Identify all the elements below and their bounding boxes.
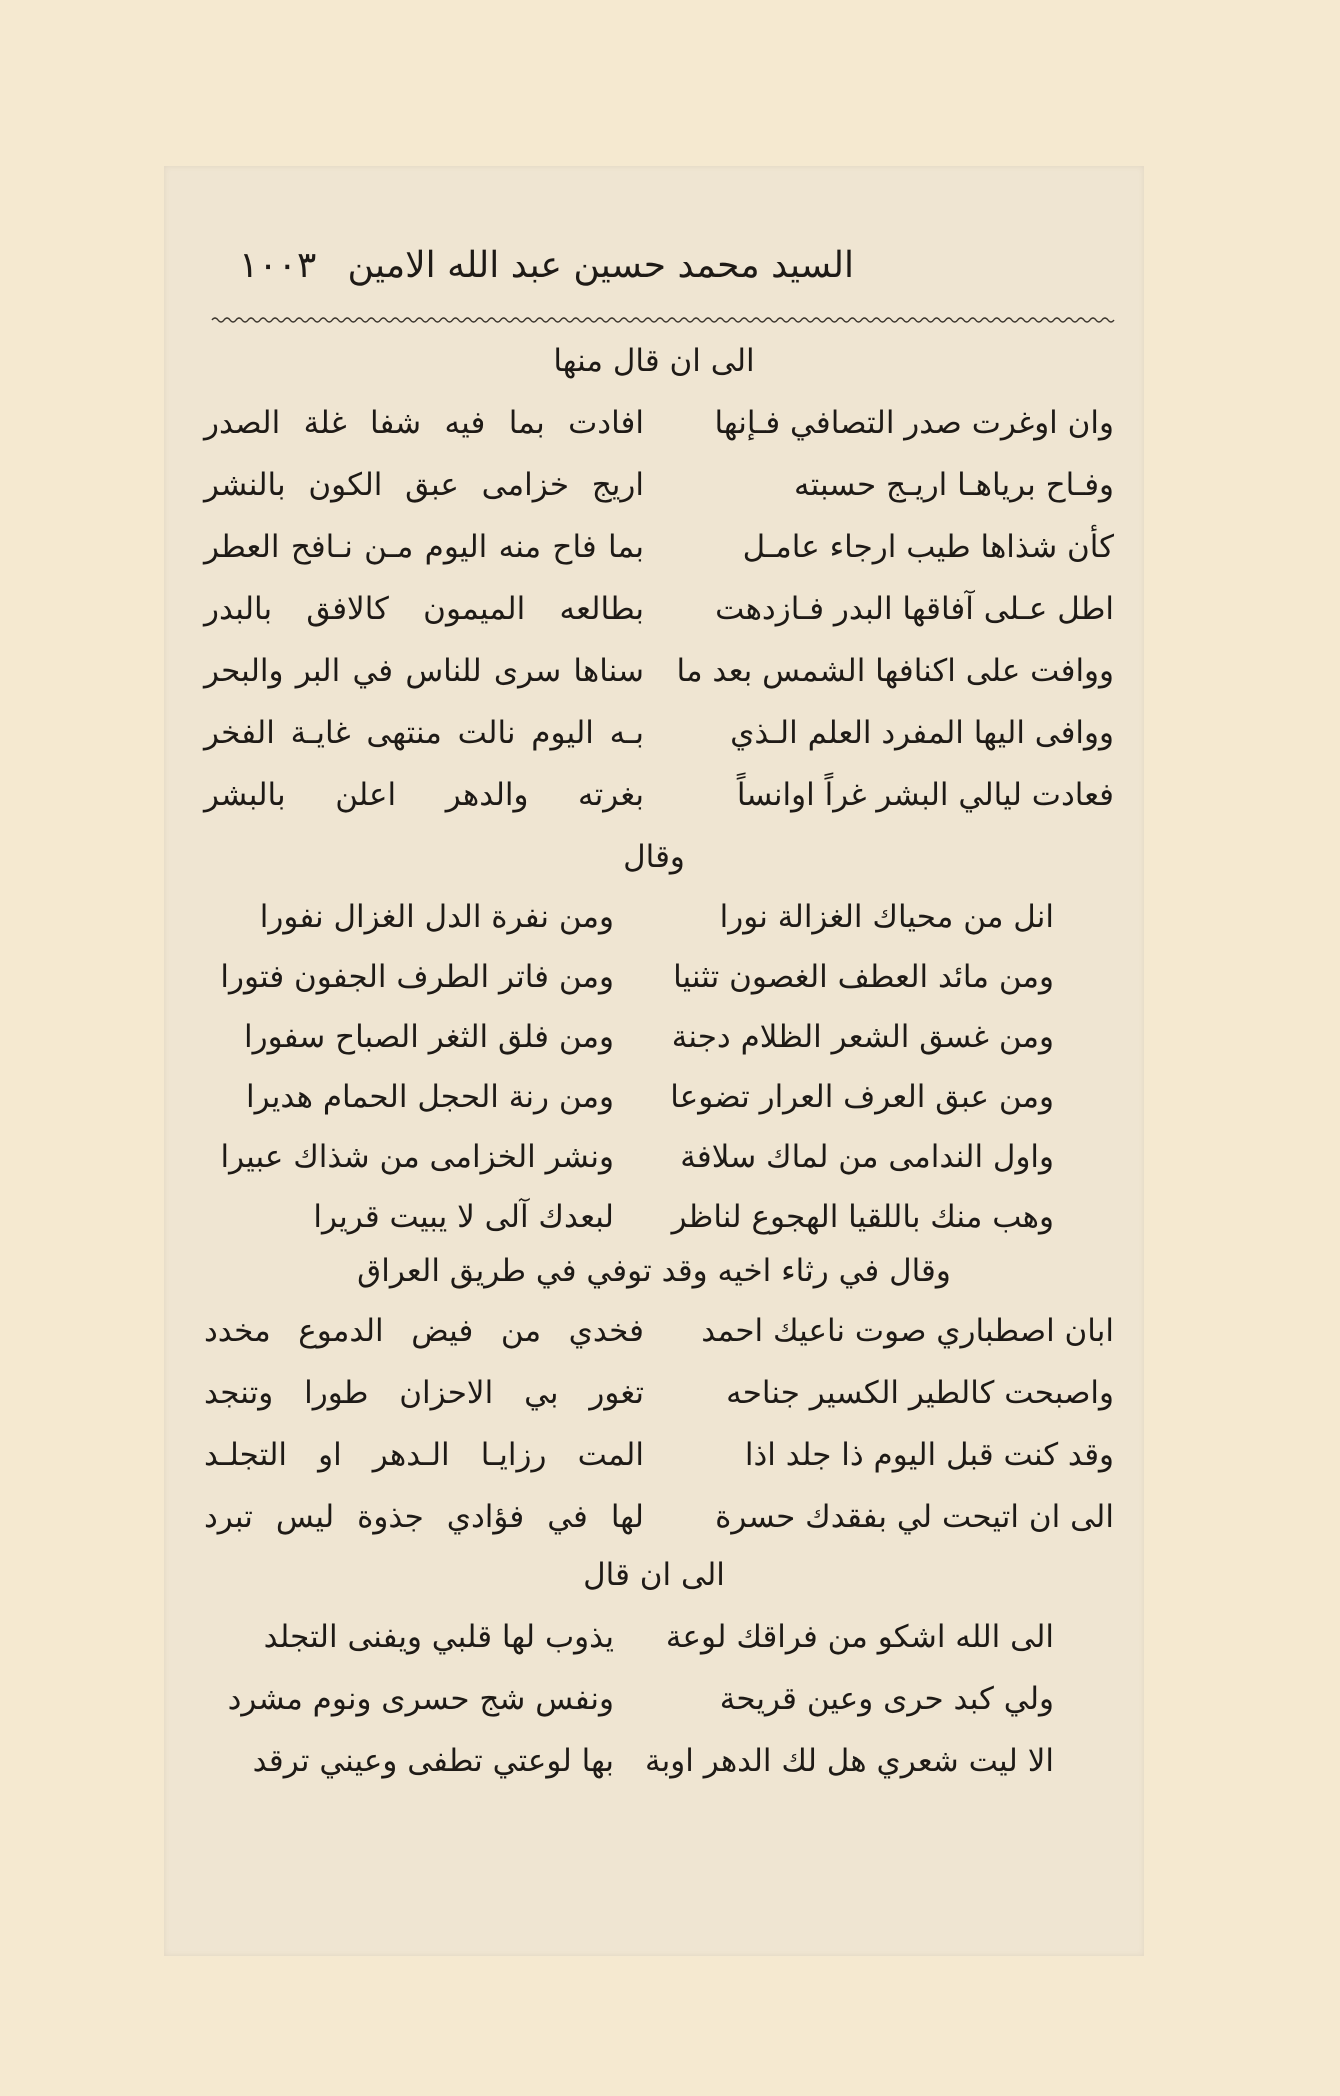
verse-hemistich-first: ومن عبق العرف العرار تضوعا (670, 1079, 1054, 1115)
verse-hemistich-first: الى ان اتيحت لي بفقدك حسرة (715, 1499, 1114, 1535)
verse-hemistich-first: ولي كبد حرى وعين قريحة (719, 1681, 1054, 1717)
verse-hemistich-second: افادت بما فيه شفا غلة الصدر (204, 405, 644, 441)
section-heading: الى ان قال منها (553, 343, 755, 379)
verse-hemistich-second: بطالعه الميمون كالافق بالبدر (204, 591, 644, 627)
verse-hemistich-first: انل من محياك الغزالة نورا (719, 899, 1054, 935)
verse-hemistich-first: فعادت ليالي البشر غراً اوانساً (736, 777, 1114, 813)
verse-hemistich-second: اريج خزامى عبق الكون بالنشر (204, 467, 644, 503)
verse-hemistich-second: بها لوعتي تطفى وعيني ترقد (252, 1743, 614, 1779)
verse-hemistich-second: بـه اليوم نالت منتهى غايـة الفخر (204, 715, 644, 751)
page-header (204, 236, 1104, 296)
verse-hemistich-first: اطل عـلى آفاقها البدر فـازدهت (715, 591, 1114, 627)
verse-hemistich-first: الى الله اشكو من فراقك لوعة (665, 1619, 1054, 1655)
verse-hemistich-first: ووافت على اكنافها الشمس بعد ما (676, 653, 1114, 689)
verse-hemistich-first: ووافى اليها المفرد العلم الـذي (730, 715, 1114, 751)
verse-hemistich-second: فخدي من فيض الدموع مخدد (204, 1313, 644, 1349)
running-title: السيد محمد حسين عبد الله الامين (347, 245, 854, 286)
verse-hemistich-second: ونشر الخزامى من شذاك عبيرا (220, 1139, 614, 1175)
verse-hemistich-second: بما فاح منه اليوم مـن نـافح العطر (204, 529, 644, 565)
verse-hemistich-second: ومن فلق الثغر الصباح سفورا (243, 1019, 614, 1055)
verse-hemistich-first: ابان اصطباري صوت ناعيك احمد (701, 1313, 1114, 1349)
book-page (164, 166, 1144, 1956)
verse-hemistich-second: لبعدك آلى لا يبيت قريرا (313, 1199, 614, 1235)
verse-hemistich-second: ومن رنة الحجل الحمام هديرا (246, 1079, 614, 1115)
section-heading: الى ان قال (583, 1557, 725, 1593)
verse-hemistich-first: واول الندامى من لماك سلافة (680, 1139, 1054, 1175)
verse-hemistich-first: الا ليت شعري هل لك الدهر اوبة (645, 1743, 1054, 1779)
verse-hemistich-first: وهب منك باللقيا الهجوع لناظر (671, 1199, 1054, 1235)
verse-hemistich-first: وان اوغرت صدر التصافي فـإنها (714, 405, 1114, 441)
section-heading: وقال (623, 839, 685, 875)
verse-hemistich-second: ومن فاتر الطرف الجفون فتورا (220, 959, 614, 995)
verse-hemistich-second: لها في فؤادي جذوة ليس تبرد (204, 1499, 644, 1535)
verse-hemistich-first: ومن مائد العطف الغصون تثنيا (673, 959, 1054, 995)
verse-hemistich-second: ونفس شج حسرى ونوم مشرد (227, 1681, 614, 1717)
verse-hemistich-first: واصبحت كالطير الكسير جناحه (726, 1375, 1114, 1411)
verse-hemistich-second: ومن نفرة الدل الغزال نفورا (259, 899, 614, 935)
section-heading: وقال في رثاء اخيه وقد توفي في طريق العراق (357, 1253, 951, 1289)
verse-hemistich-first: وفـاح برياهـا اريـج حسبته (793, 467, 1114, 503)
verse-hemistich-first: وقد كنت قبل اليوم ذا جلد اذا (744, 1437, 1114, 1473)
verse-hemistich-second: تغور بي الاحزان طورا وتنجد (204, 1375, 644, 1411)
verse-hemistich-second: بغرته والدهر اعلن بالبشر (204, 777, 644, 813)
verse-hemistich-second: سناها سرى للناس في البر والبحر (204, 653, 644, 689)
wavy-rule (212, 316, 1114, 324)
verse-hemistich-first: ومن غسق الشعر الظلام دجنة (671, 1019, 1054, 1055)
page-number: ١٠٠٣ (239, 245, 317, 286)
verse-hemistich-first: كأن شذاها طيب ارجاء عامـل (742, 529, 1114, 565)
verse-hemistich-second: يذوب لها قلبي ويفنى التجلد (263, 1619, 614, 1655)
verse-hemistich-second: المت رزايـا الـدهر او التجلـد (204, 1437, 644, 1473)
